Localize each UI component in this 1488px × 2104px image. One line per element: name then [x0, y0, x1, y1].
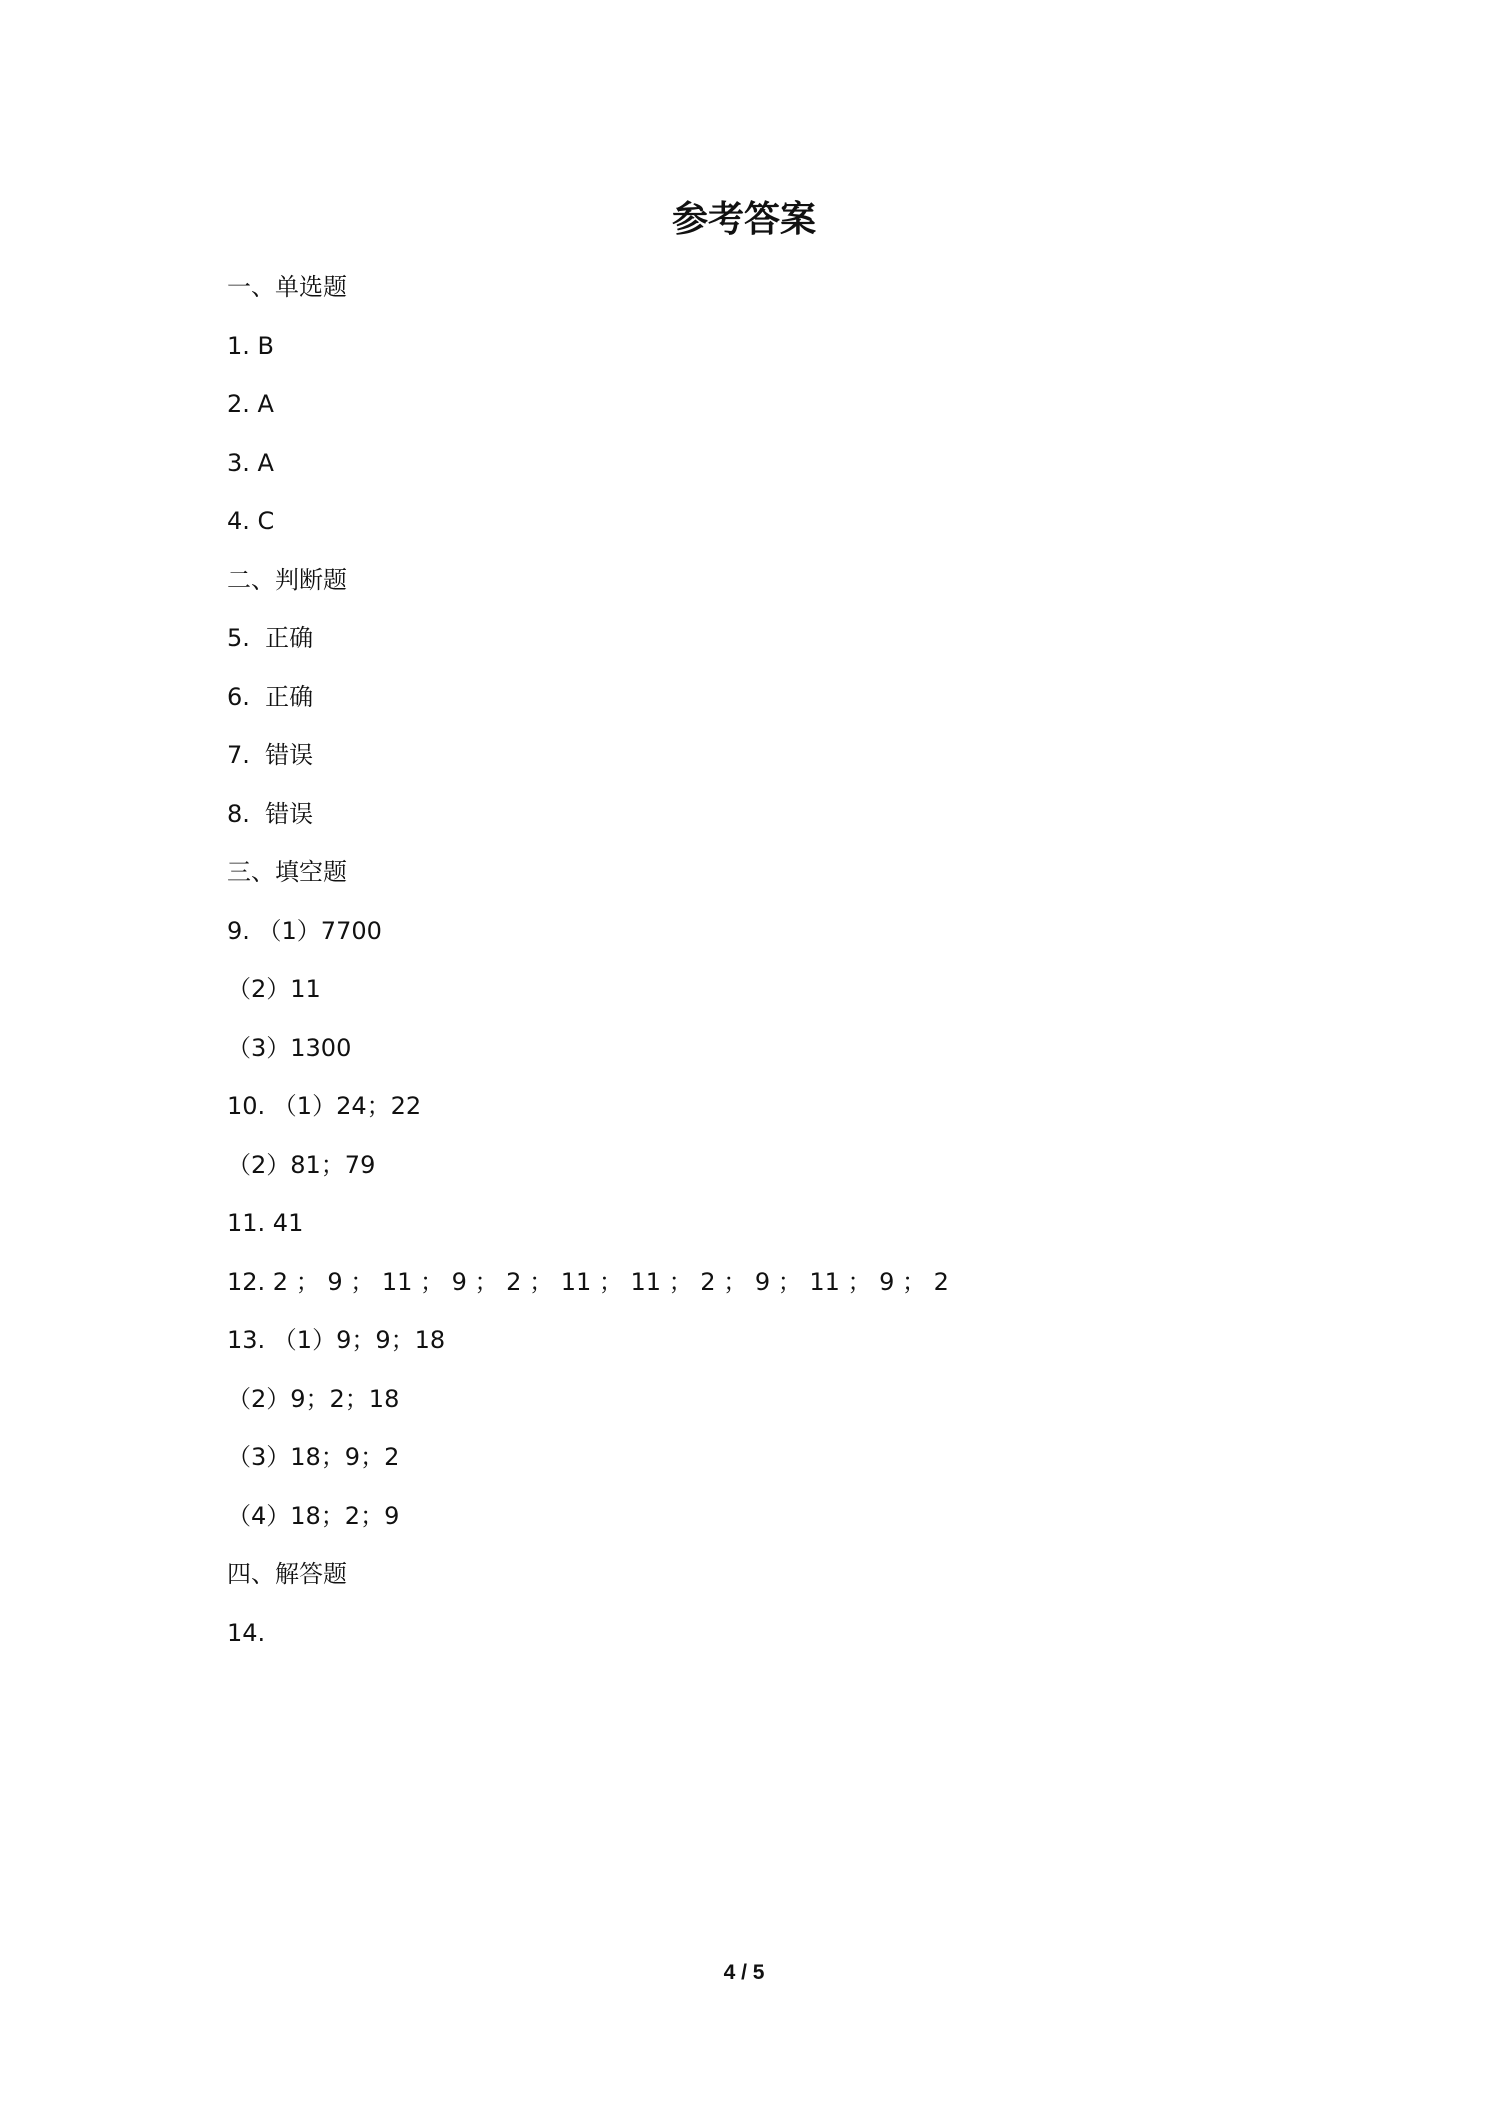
page-title: 参考答案 [671, 199, 816, 240]
answer-subitem: （3）1300 [227, 1034, 352, 1062]
answer-item: 2. A [227, 390, 274, 418]
answer-item: 14. [227, 1619, 266, 1647]
answer-item: 10. （1）24；22 [227, 1092, 422, 1120]
answer-item: 7. 错误 [227, 741, 314, 769]
answer-item: 5. 正确 [227, 624, 314, 652]
answer-subitem: （2）9；2；18 [227, 1385, 400, 1413]
answer-subitem: （4）18；2；9 [227, 1502, 400, 1530]
answer-item: 3. A [227, 449, 274, 477]
answer-item: 12. 2 ； 9 ； 11 ； 9 ； 2 ； 11 ； 11 ； 2 ； 9 ； 11 ； 9 ； 2 [227, 1268, 949, 1296]
answer-item: 4. C [227, 507, 275, 535]
section-heading-solutions: 四、解答题 [227, 1560, 347, 1588]
answer-subitem: （2）81；79 [227, 1151, 376, 1179]
answer-item: 6. 正确 [227, 683, 314, 711]
section-heading-true-false: 二、判断题 [227, 566, 347, 594]
section-heading-fill-blank: 三、填空题 [227, 858, 347, 886]
answer-item: 8. 错误 [227, 800, 314, 828]
answer-subitem: （3）18；9；2 [227, 1443, 400, 1471]
section-heading-single-choice: 一、单选题 [227, 273, 347, 301]
answer-item: 11. 41 [227, 1209, 304, 1237]
answer-item: 13. （1）9；9；18 [227, 1326, 446, 1354]
answer-item: 1. B [227, 332, 274, 360]
page-number: 4 / 5 [723, 1961, 765, 1984]
answer-subitem: （2）11 [227, 975, 321, 1003]
answer-item: 9. （1）7700 [227, 917, 382, 945]
